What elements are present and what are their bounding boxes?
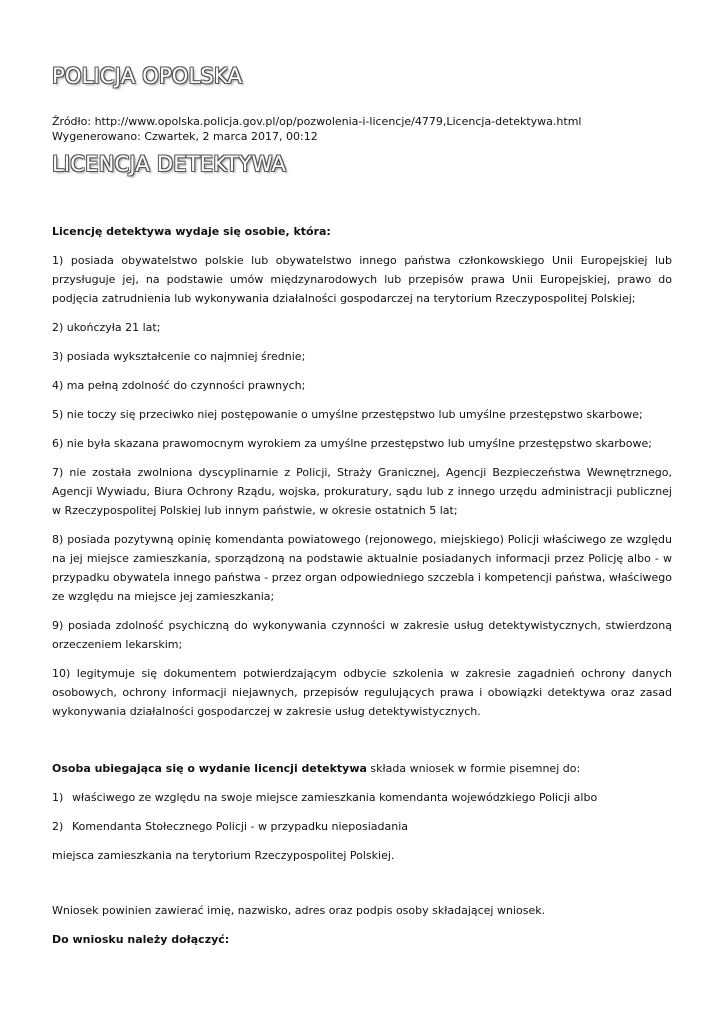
recipient-number: 2) xyxy=(52,820,64,833)
condition-item: 4) ma pełną zdolność do czynności prawnych; xyxy=(52,379,306,392)
application-content: Wniosek powinien zawierać imię, nazwisko, adres oraz podpis osoby składającej wniosek. xyxy=(52,904,546,917)
condition-item: 2) ukończyła 21 lat; xyxy=(52,321,161,334)
intro-paragraph xyxy=(52,222,672,241)
recipient-item xyxy=(52,788,672,807)
attachments-heading xyxy=(52,930,672,949)
recipients-tail: miejsca zamieszkania na terytorium Rzeczypospolitej Polskiej. xyxy=(52,849,395,862)
applicant-bold: Osoba ubiegająca się o wydanie licencji detektywa xyxy=(52,762,367,775)
generated-line: Wygenerowano: Czwartek, 2 marca 2017, 00:12 xyxy=(52,130,318,143)
recipient-item xyxy=(52,817,672,836)
condition-item: 9) posiada zdolność psychiczną do wykonywania czynności w zakresie usług detektywistycznych, stwierdzoną orzeczeniem lekarskim; xyxy=(52,619,672,651)
meta-info xyxy=(52,114,581,144)
document-body xyxy=(52,222,672,959)
condition-item: 8) posiada pozytywną opinię komendanta powiatowego (rejonowego, miejskiego) Policji właściwego ze względu na jej miejsce zamieszkania, sporządzoną na podstawie aktualnie posiadanych informacji przez Policję albo - w przypadku obywatela innego państwa - przez organ odpowiedniego szczebla i kompetencji państwa, właściwego ze względu na miejsce jej zamieszkania; xyxy=(52,533,672,603)
recipient-number: 1) xyxy=(52,791,64,804)
condition-item: 10) legitymuje się dokumentem potwierdzającym odbycie szkolenia w zakresie zagadnień ochrony danych osobowych, ochrony informacji niejawnych, przepisów regulujących prawa i obowiązki detektywa oraz zasad wykonywania działalności gospodarczej w zakresie usług detektywistycznych. xyxy=(52,667,672,718)
document-title: LICENCJA DETEKTYWA xyxy=(52,152,286,176)
recipient-text: Komendanta Stołecznego Policji - w przypadku nieposiadania xyxy=(72,820,409,833)
condition-item: 1) posiada obywatelstwo polskie lub obywatelstwo innego państwa członkowskiego Unii Europejskiej lub przysługuje jej, na podstawie umów międzynarodowych lub przepisów prawa Unii Europejskiej, prawo do podjęcia zatrudnienia lub wykonywania działalności gospodarczej na terytorium Rzeczypospolitej Polskiej; xyxy=(52,254,672,305)
applicant-paragraph xyxy=(52,759,672,778)
recipient-text: właściwego ze względu na swoje miejsce zamieszkania komendanta wojewódzkiego Policji albo xyxy=(72,791,598,804)
condition-item: 7) nie została zwolniona dyscyplinarnie z Policji, Straży Granicznej, Agencji Bezpieczeństwa Wewnętrznego, Agencji Wywiadu, Biura Ochrony Rządu, wojska, prokuratury, sądu lub z innego urzędu administracji publicznej w Rzeczypospolitej Polskiej lub innym państwie, w okresie ostatnich 5 lat; xyxy=(52,466,672,517)
applicant-rest: składa wniosek w formie pisemnej do: xyxy=(366,762,581,775)
attachments-heading-text: Do wniosku należy dołączyć: xyxy=(52,933,230,946)
condition-item: 5) nie toczy się przeciwko niej postępowanie o umyślne przestępstwo lub umyślne przestępstwo skarbowe; xyxy=(52,408,643,421)
condition-item: 3) posiada wykształcenie co najmniej średnie; xyxy=(52,350,306,363)
site-title: POLICJA OPOLSKA xyxy=(52,64,243,88)
intro-text: Licencję detektywa wydaje się osobie, która: xyxy=(52,225,331,238)
condition-item: 6) nie była skazana prawomocnym wyrokiem za umyślne przestępstwo lub umyślne przestępstwo skarbowe; xyxy=(52,437,652,450)
source-line: Źródło: http://www.opolska.policja.gov.pl/op/pozwolenia-i-licencje/4779,Licencja-detektywa.html xyxy=(52,115,582,128)
